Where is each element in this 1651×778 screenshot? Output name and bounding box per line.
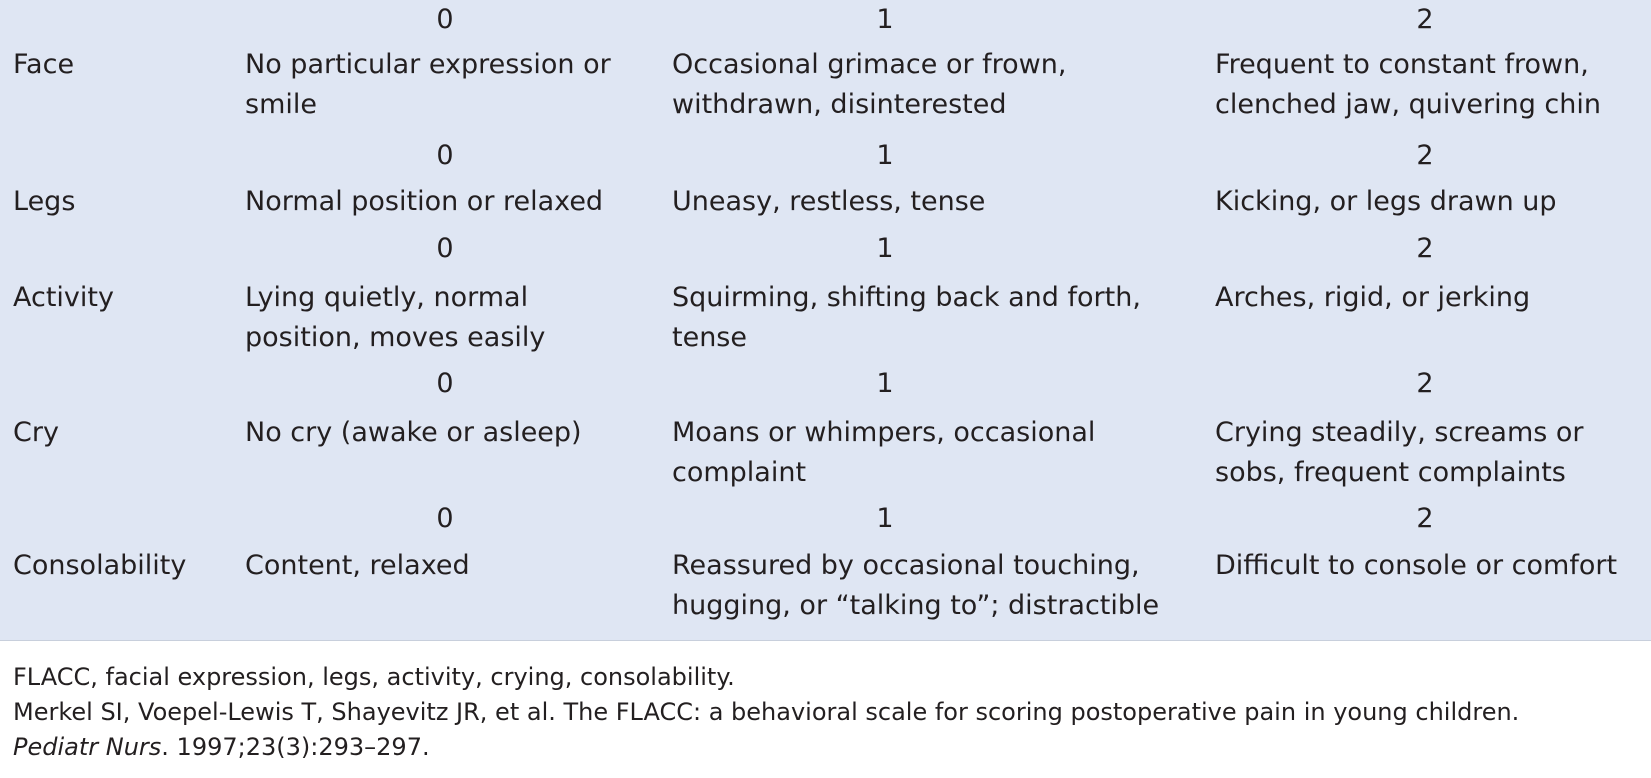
description-score-1: Moans or whimpers, occasional complaint <box>672 417 1096 488</box>
score-0: 0 <box>436 140 454 171</box>
table-row <box>0 413 1651 513</box>
table-row <box>0 278 1651 378</box>
category-label: Consolability <box>13 550 187 581</box>
table-bottom-divider <box>0 640 1651 641</box>
score-1: 1 <box>876 140 894 171</box>
score-0: 0 <box>436 503 454 534</box>
description-score-0: Content, relaxed <box>245 550 470 581</box>
score-2: 2 <box>1416 140 1434 171</box>
abbreviation-note: FLACC, facial expression, legs, activity, crying, consolability. <box>13 663 735 691</box>
category-label: Cry <box>13 417 59 448</box>
description-score-2: Difficult to console or comfort <box>1215 550 1618 581</box>
description-score-1: Occasional grimace or frown, withdrawn, disinterested <box>672 49 1067 120</box>
score-0: 0 <box>436 368 454 399</box>
score-0: 0 <box>436 233 454 264</box>
score-header-row <box>0 229 1651 269</box>
description-score-0: No cry (awake or asleep) <box>245 417 582 448</box>
score-header-row <box>0 364 1651 404</box>
category-label: Face <box>13 49 75 80</box>
score-2: 2 <box>1416 4 1434 35</box>
description-score-1: Uneasy, restless, tense <box>672 186 986 217</box>
journal-details: . 1997;23(3):293–297. <box>161 733 430 761</box>
description-score-2: Crying steadily, screams or sobs, frequent complaints <box>1215 417 1584 488</box>
table-row <box>0 45 1651 145</box>
score-header-row <box>0 0 1651 40</box>
table-footnotes <box>13 660 1638 765</box>
journal-name: Pediatr Nurs <box>13 733 162 761</box>
category-label: Legs <box>13 186 76 217</box>
description-score-2: Frequent to constant frown, clenched jaw, quivering chin <box>1215 49 1602 120</box>
description-score-2: Arches, rigid, or jerking <box>1215 282 1531 313</box>
score-1: 1 <box>876 368 894 399</box>
score-1: 1 <box>876 4 894 35</box>
score-1: 1 <box>876 233 894 264</box>
score-2: 2 <box>1416 503 1434 534</box>
citation-source <box>13 730 1638 765</box>
score-1: 1 <box>876 503 894 534</box>
description-score-0: No particular expression or smile <box>245 49 611 120</box>
description-score-0: Lying quietly, normal position, moves easily <box>245 282 546 353</box>
description-score-1: Squirming, shifting back and forth, tense <box>672 282 1141 353</box>
description-score-0: Normal position or relaxed <box>245 186 604 217</box>
score-2: 2 <box>1416 368 1434 399</box>
score-2: 2 <box>1416 233 1434 264</box>
score-0: 0 <box>436 4 454 35</box>
table-row <box>0 546 1651 646</box>
description-score-1: Reassured by occasional touching, hugging, or “talking to”; distractible <box>672 550 1160 621</box>
score-header-row <box>0 499 1651 539</box>
category-label: Activity <box>13 282 114 313</box>
score-header-row <box>0 136 1651 176</box>
citation-note: Merkel SI, Voepel-Lewis T, Shayevitz JR, et al. The FLACC: a behavioral scale for scoring postoperative pain in young children. <box>13 698 1520 726</box>
description-score-2: Kicking, or legs drawn up <box>1215 186 1557 217</box>
